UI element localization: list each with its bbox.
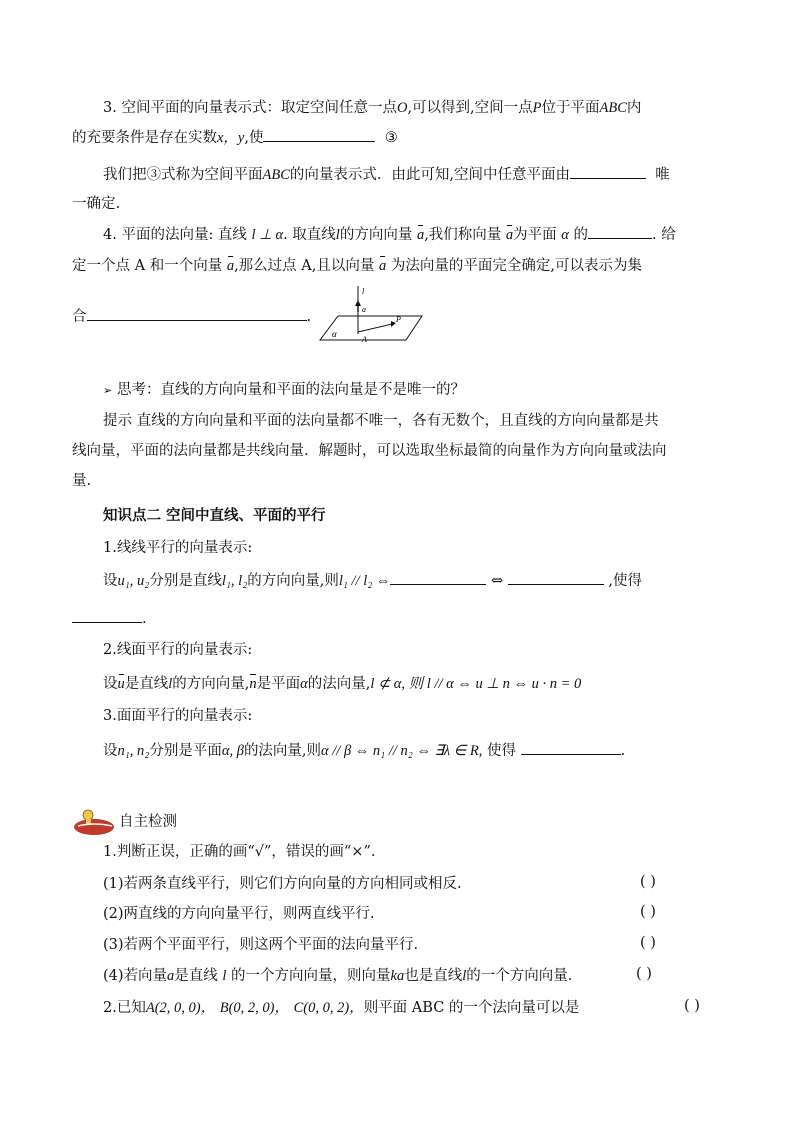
- answer-paren[interactable]: ( ): [640, 874, 656, 890]
- answer-blank[interactable]: [263, 127, 375, 142]
- q1-item-3: (3)若两个平面平行，则这两个平面的法向量平行.: [103, 937, 419, 953]
- vector-AP: [358, 324, 392, 332]
- self-check-title: 自主检测: [119, 814, 177, 830]
- think-p1: 提示 直线的方向向量和平面的法向量都不唯一，各有无数个，且直线的方向向量都是共: [103, 413, 659, 429]
- self-check-badge-icon: [72, 806, 118, 838]
- item4-line3: 合 .: [72, 306, 311, 327]
- think-p2: 线向量，平面的法向量都是共线向量．解题时，可以选取坐标最简的向量作为方向向量或法向: [72, 443, 667, 459]
- kp2-s1-blank: .: [72, 608, 147, 629]
- item3-line2: 的充要条件是存在实数x，y,使 ③: [72, 127, 398, 148]
- answer-blank[interactable]: [87, 306, 307, 321]
- think-title: ➢ 思考：直线的方向向量和平面的法向量是不是唯一的？: [103, 380, 465, 401]
- kp2-s3-body: 设n₁, n₂分别是平面α, β的法向量,则α // β ⇔ n₁ // n₂ ⇔ ∃λ ∈ R, 使得 .: [103, 740, 625, 761]
- q2-stem: 2.已知A(2, 0, 0)， B(0, 2, 0)， C(0, 0, 2)，则平面 ABC 的一个法向量可以是: [103, 1000, 580, 1016]
- kp2-s3: 3.面面平行的向量表示:: [103, 708, 253, 724]
- item3-line3: 我们把③式称为空间平面ABC的向量表示式．由此可知,空间中任意平面由 唯: [103, 164, 670, 185]
- item4-line2: 定一个点 A 和一个向量 a,那么过点 A,且以向量 a 为法向量的平面完全确定,可以表示为集: [72, 258, 642, 274]
- answer-paren[interactable]: ( ): [640, 904, 656, 920]
- fig-label-A: A: [362, 335, 367, 344]
- q1-item-4: (4)若向量a是直线 l 的一个方向向量，则向量ka也是直线l的一个方向向量.: [103, 968, 573, 984]
- think-p3: 量.: [72, 473, 92, 489]
- fig-label-a: a: [362, 305, 366, 314]
- arrow-head: [355, 300, 361, 306]
- q1-item-2: (2)两直线的方向向量平行，则两直线平行.: [103, 906, 375, 922]
- answer-blank[interactable]: [570, 164, 646, 179]
- answer-blank[interactable]: [521, 740, 621, 755]
- q1-stem: 1.判断正误，正确的画“√”，错误的画“×”.: [103, 844, 376, 860]
- answer-blank[interactable]: [508, 570, 604, 585]
- fig-label-P: P: [396, 315, 401, 324]
- answer-blank[interactable]: [588, 224, 652, 239]
- answer-blank[interactable]: [72, 608, 142, 623]
- fig-label-alpha: α: [332, 329, 337, 339]
- kp2-s2-body: 设u是直线l的方向向量,n是平面α的法向量,l ⊄ α, 则 l // α ⇔ u ⊥ n ⇔ u · n = 0: [103, 676, 582, 692]
- kp2-s2: 2.线面平行的向量表示:: [103, 642, 253, 658]
- answer-paren[interactable]: ( ): [640, 935, 656, 951]
- kp2-title: 知识点二 空间中直线、平面的平行: [103, 507, 326, 524]
- answer-paren[interactable]: ( ): [636, 966, 652, 982]
- item3-line4: 一确定.: [72, 196, 121, 212]
- kp2-s1-body: 设u₁, u₂分别是直线l₁, l₂的方向向量,则l₁ // l₂ ⇔ ⇔ ,使得: [103, 570, 642, 591]
- plane-normal-figure: [318, 282, 428, 344]
- item3-line1: 3. 空间平面的向量表示式：取定空间任意一点O,可以得到,空间一点P位于平面ABC内: [103, 100, 642, 116]
- double-chevron-icon: ➢: [103, 384, 113, 397]
- answer-paren[interactable]: ( ): [684, 998, 700, 1014]
- q1-item-1: (1)若两条直线平行，则它们方向向量的方向相同或相反.: [103, 876, 462, 892]
- kp2-s1: 1.线线平行的向量表示:: [103, 540, 253, 556]
- item4-line1: 4. 平面的法向量: 直线 l ⊥ α. 取直线l的方向向量 a,我们称向量 a为平面 α 的 . 给: [103, 224, 676, 245]
- fig-label-l: l: [362, 287, 365, 296]
- answer-blank[interactable]: [390, 570, 486, 585]
